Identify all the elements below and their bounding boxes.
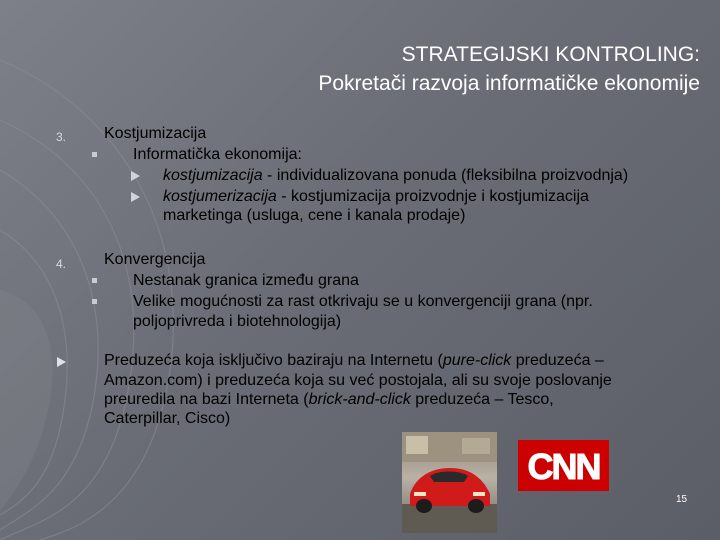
text-run: preduzeća –	[511, 352, 604, 369]
point-text: - individualizovana ponuda (fleksibilna proizvodnja)	[262, 167, 629, 184]
square-bullet-icon	[92, 299, 97, 304]
cnn-logo	[518, 440, 609, 491]
italic-term: pure-click	[442, 352, 512, 369]
text-run: preduzeća – Tesco,	[410, 391, 554, 408]
text-run: Preduzeća koja isključivo baziraju na Internetu (	[104, 352, 443, 369]
point-text: - kostjumizacija proizvodnje i kostjumizacija	[276, 188, 589, 205]
arrow-bullet-icon	[131, 171, 140, 181]
sub-item-continuation: poljoprivreda i biotehnologija)	[133, 313, 342, 330]
paragraph-line: Amazon.com) i preduzeća koja su već postojala, ali su svoje poslovanje	[104, 372, 612, 389]
square-bullet-icon	[92, 278, 97, 283]
paragraph-line	[104, 351, 604, 370]
point-term: kostjumizacija	[163, 167, 263, 184]
item-heading: Kostjumizacija	[104, 125, 207, 142]
point-item	[163, 166, 628, 185]
point-item	[163, 187, 589, 206]
arrow-bullet-icon	[57, 357, 66, 367]
cnn-logo-text: CNN	[527, 446, 600, 487]
title-line-2: Pokretači razvoja informatičke ekonomije	[318, 72, 700, 95]
arrow-bullet-icon	[131, 192, 140, 202]
paragraph-line: Caterpillar, Cisco)	[104, 410, 231, 427]
item-number: 4.	[56, 257, 67, 271]
car-illustration	[402, 432, 497, 533]
car-photo	[402, 432, 497, 533]
sub-item: Informatička ekonomija:	[133, 146, 302, 163]
italic-term: brick-and-click	[308, 391, 411, 408]
sub-item: Nestanak granica između grana	[133, 272, 359, 289]
item-number: 3.	[56, 130, 67, 144]
text-run: preuredila na bazi Interneta (	[104, 391, 309, 408]
item-heading: Konvergencija	[104, 251, 206, 268]
sub-item: Velike mogućnosti za rast otkrivaju se u konvergenciji grana (npr.	[133, 293, 593, 310]
square-bullet-icon	[92, 152, 97, 157]
point-term: kostjumerizacija	[163, 188, 277, 205]
title-line-1: STRATEGIJSKI KONTROLING:	[401, 43, 700, 66]
cnn-logo-mark	[518, 440, 609, 491]
paragraph-line	[104, 390, 554, 409]
page-number: 15	[676, 494, 688, 505]
point-continuation: marketinga (usluga, cene i kanala prodaje)	[163, 207, 466, 224]
